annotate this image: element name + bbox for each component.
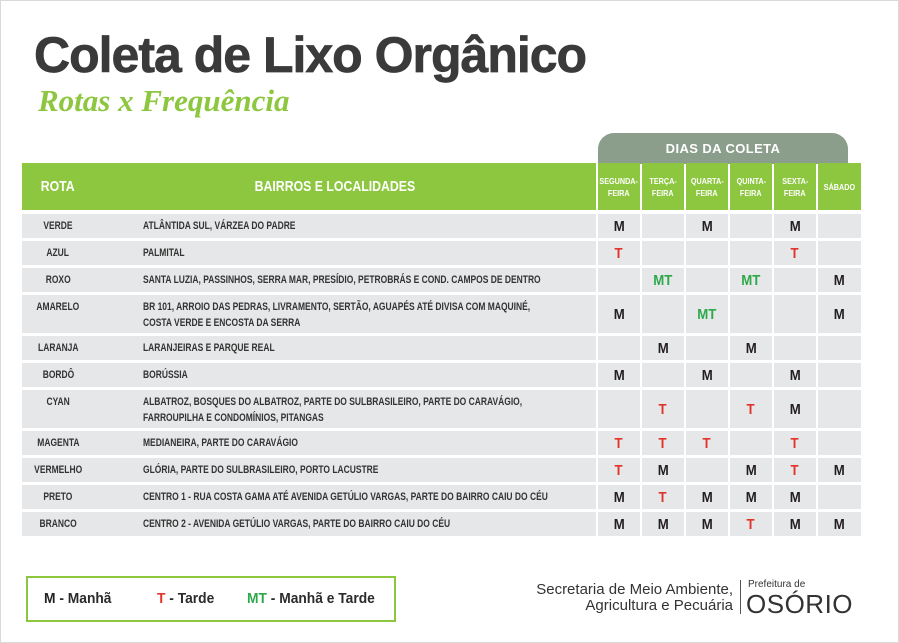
footer-divider (740, 580, 741, 614)
legend-label: - Tarde (169, 590, 215, 607)
route-localities (94, 489, 596, 505)
route-name-cell (22, 245, 94, 261)
collection-cell-sabado (818, 485, 861, 509)
collection-days-tab (598, 133, 848, 164)
collection-cell-terca (642, 268, 684, 292)
shift-code: M (613, 488, 625, 506)
collection-cell-segunda (598, 458, 640, 482)
localities-line: ALBATROZ, BOSQUES DO ALBATROZ, PARTE DO SULBRASILEIRO, PARTE DO CARAVÁGIO, (143, 396, 523, 408)
route-info (22, 363, 596, 387)
shift-code: M (701, 515, 713, 533)
collection-cell-sexta (774, 431, 816, 455)
route-localities (94, 462, 596, 478)
collection-cell-quinta (730, 458, 772, 482)
route-localities (94, 394, 596, 426)
header-info (22, 163, 596, 210)
day-header-line: TERÇA- (649, 175, 677, 186)
collection-cell-sexta (774, 458, 816, 482)
route-name: LARANJA (37, 342, 79, 354)
collection-cell-terca (642, 295, 684, 333)
shift-code: T (658, 488, 668, 506)
collection-cell-sabado (818, 431, 861, 455)
table-body (22, 214, 861, 536)
page-subtitle: Rotas x Frequência (38, 83, 290, 118)
route-name: MAGENTA (36, 437, 80, 449)
route-name: AZUL (46, 247, 70, 259)
collection-cell-sexta (774, 390, 816, 428)
route-localities (94, 340, 596, 356)
route-row-roxo (22, 268, 861, 292)
shift-code: M (789, 400, 801, 418)
legend-box (26, 576, 396, 622)
collection-cell-quinta (730, 485, 772, 509)
collection-cell-quarta (686, 363, 728, 387)
collection-cell-quinta (730, 390, 772, 428)
route-name-cell (22, 218, 94, 234)
route-name-cell (22, 462, 94, 478)
collection-cell-quarta (686, 458, 728, 482)
localities-line: SANTA LUZIA, PASSINHOS, SERRA MAR, PRESÍDIO, PETROBRÁS E COND. CAMPOS DE DENTRO (143, 274, 541, 286)
route-info (22, 390, 596, 428)
collection-cell-sabado (818, 336, 861, 360)
collection-cell-sabado (818, 268, 861, 292)
route-info (22, 241, 596, 265)
collection-cell-sexta (774, 214, 816, 238)
shift-code: T (746, 515, 756, 533)
prefeitura-label: Prefeitura de (748, 579, 806, 590)
route-row-amarelo (22, 295, 861, 333)
shift-code: T (614, 434, 624, 452)
collection-cell-terca (642, 336, 684, 360)
collection-cell-terca (642, 512, 684, 536)
day-header-line: SEXTA- (782, 175, 808, 186)
route-name-cell (22, 516, 94, 532)
collection-cell-quinta (730, 295, 772, 333)
localities-line: PALMITAL (143, 247, 185, 259)
route-row-verde (22, 214, 861, 238)
collection-cell-terca (642, 485, 684, 509)
collection-cell-sexta (774, 512, 816, 536)
route-info (22, 336, 596, 360)
localities-line: BR 101, ARROIO DAS PEDRAS, LIVRAMENTO, SERTÃO, AGUAPÉS ATÉ DIVISA COM MAQUINÉ, (143, 301, 531, 313)
route-info (22, 485, 596, 509)
shift-code: T (658, 434, 668, 452)
localities-line: GLÓRIA, PARTE DO SULBRASILEIRO, PORTO LACUSTRE (143, 464, 379, 476)
route-name: AMARELO (36, 301, 80, 313)
collection-cell-sabado (818, 241, 861, 265)
day-header-quinta (730, 163, 772, 210)
shift-code: M (745, 461, 757, 479)
route-info (22, 214, 596, 238)
collection-cell-segunda (598, 390, 640, 428)
day-header-line: FEIRA (652, 187, 674, 198)
route-name: BRANCO (39, 518, 77, 530)
collection-cell-sabado (818, 295, 861, 333)
header-route: ROTA (41, 178, 75, 195)
collection-days-caption: DIAS DA COLETA (665, 141, 781, 156)
route-name: BORDÔ (42, 369, 74, 381)
shift-code: T (702, 434, 712, 452)
shift-code: M (834, 461, 845, 479)
day-header-line: SÁBADO (823, 181, 856, 192)
collection-cell-quinta (730, 512, 772, 536)
collection-cell-quarta (686, 214, 728, 238)
route-name: VERDE (43, 220, 73, 232)
route-name-cell (22, 394, 94, 410)
legend-item-afternoon (157, 578, 214, 620)
legend-code: MT (247, 590, 267, 607)
shift-code: MT (741, 271, 761, 289)
route-name-cell (22, 272, 94, 288)
collection-cell-segunda (598, 336, 640, 360)
collection-cell-segunda (598, 268, 640, 292)
collection-cell-terca (642, 214, 684, 238)
shift-code: T (790, 244, 800, 262)
collection-cell-sexta (774, 241, 816, 265)
collection-cell-terca (642, 363, 684, 387)
collection-cell-quinta (730, 336, 772, 360)
day-header-quarta (686, 163, 728, 210)
day-header-terca (642, 163, 684, 210)
shift-code: M (657, 515, 669, 533)
route-info (22, 512, 596, 536)
day-header-line: FEIRA (696, 187, 718, 198)
shift-code: M (789, 366, 801, 384)
collection-cell-quinta (730, 214, 772, 238)
shift-code: M (834, 515, 845, 533)
day-header-line: FEIRA (784, 187, 806, 198)
shift-code: M (701, 217, 713, 235)
shift-code: M (613, 217, 625, 235)
localities-line: FARROUPILHA E CONDOMÍNIOS, PITANGAS (143, 412, 324, 424)
route-name: CYAN (46, 396, 70, 408)
legend-label: - Manhã (59, 590, 112, 607)
collection-cell-quinta (730, 268, 772, 292)
collection-cell-segunda (598, 241, 640, 265)
route-info (22, 295, 596, 333)
shift-code: M (745, 488, 757, 506)
collection-cell-segunda (598, 295, 640, 333)
shift-code: M (745, 339, 757, 357)
shift-code: M (657, 461, 669, 479)
route-row-bordo (22, 363, 861, 387)
route-row-azul (22, 241, 861, 265)
collection-cell-segunda (598, 363, 640, 387)
page-title: Coleta de Lixo Orgânico (34, 27, 587, 83)
collection-cell-terca (642, 390, 684, 428)
shift-code: T (790, 434, 800, 452)
legend-code: M (44, 590, 56, 607)
shift-code: M (701, 488, 713, 506)
shift-code: T (790, 461, 800, 479)
route-name-cell (22, 340, 94, 356)
shift-code: M (613, 366, 625, 384)
collection-cell-sexta (774, 295, 816, 333)
route-name-cell (22, 489, 94, 505)
localities-line: COSTA VERDE E ENCOSTA DA SERRA (143, 317, 301, 329)
header-localities: BAIRROS E LOCALIDADES (254, 178, 416, 195)
route-row-magenta (22, 431, 861, 455)
shift-code: MT (697, 305, 717, 323)
route-row-branco (22, 512, 861, 536)
route-localities (94, 299, 596, 331)
header-localities-cell (94, 178, 596, 195)
collection-cell-sabado (818, 458, 861, 482)
collection-cell-quarta (686, 241, 728, 265)
route-localities (94, 272, 596, 288)
city-logo-text: OSÓRIO (746, 589, 854, 619)
route-info (22, 458, 596, 482)
shift-code: M (789, 488, 801, 506)
legend-label: - Manhã e Tarde (270, 590, 375, 607)
route-row-preto (22, 485, 861, 509)
collection-cell-quinta (730, 241, 772, 265)
department-line: Agricultura e Pecuária (585, 597, 733, 614)
localities-line: MEDIANEIRA, PARTE DO CARAVÁGIO (143, 437, 298, 449)
route-localities (94, 245, 596, 261)
shift-code: M (834, 305, 845, 323)
route-localities (94, 516, 596, 532)
collection-cell-sabado (818, 363, 861, 387)
day-header-line: QUINTA- (736, 175, 766, 186)
route-row-laranja (22, 336, 861, 360)
collection-cell-sabado (818, 214, 861, 238)
shift-code: M (834, 271, 845, 289)
collection-cell-quinta (730, 431, 772, 455)
collection-cell-terca (642, 241, 684, 265)
legend-item-morning-afternoon (247, 578, 375, 620)
day-header-sexta (774, 163, 816, 210)
route-localities (94, 367, 596, 383)
route-localities (94, 435, 596, 451)
route-name-cell (22, 367, 94, 383)
collection-cell-terca (642, 431, 684, 455)
day-header-line: FEIRA (740, 187, 762, 198)
collection-cell-segunda (598, 512, 640, 536)
day-header-sabado (818, 163, 861, 210)
day-header-segunda (598, 163, 640, 210)
header-row (22, 163, 861, 210)
collection-cell-segunda (598, 431, 640, 455)
shift-code: M (613, 515, 625, 533)
shift-code: T (658, 400, 668, 418)
shift-code: M (789, 515, 801, 533)
collection-cell-quinta (730, 363, 772, 387)
collection-cell-quarta (686, 431, 728, 455)
route-row-cyan (22, 390, 861, 428)
collection-cell-sexta (774, 485, 816, 509)
shift-code: T (746, 400, 756, 418)
route-name-cell (22, 435, 94, 451)
collection-cell-quarta (686, 268, 728, 292)
legend-item-morning (44, 578, 111, 620)
day-header-line: FEIRA (608, 187, 630, 198)
localities-line: CENTRO 2 - AVENIDA GETÚLIO VARGAS, PARTE DO BAIRRO CAIU DO CÉU (143, 518, 451, 530)
department-name (536, 582, 733, 614)
collection-cell-sabado (818, 512, 861, 536)
shift-code: T (614, 244, 624, 262)
localities-line: BORÚSSIA (143, 369, 188, 381)
collection-cell-sexta (774, 268, 816, 292)
route-info (22, 268, 596, 292)
collection-cell-quarta (686, 485, 728, 509)
collection-cell-sexta (774, 336, 816, 360)
collection-cell-sabado (818, 390, 861, 428)
shift-code: T (614, 461, 624, 479)
route-name-cell (22, 299, 94, 315)
header-route-cell (22, 178, 94, 195)
shift-code: M (657, 339, 669, 357)
route-row-vermelho (22, 458, 861, 482)
schedule-table (22, 163, 861, 536)
collection-cell-sexta (774, 363, 816, 387)
collection-cell-terca (642, 458, 684, 482)
localities-line: CENTRO 1 - RUA COSTA GAMA ATÉ AVENIDA GETÚLIO VARGAS, PARTE DO BAIRRO CAIU DO CÉU (143, 491, 548, 503)
legend-code: T (157, 590, 166, 607)
localities-line: LARANJEIRAS E PARQUE REAL (143, 342, 275, 354)
route-name: PRETO (43, 491, 73, 503)
department-line: Secretaria de Meio Ambiente, (536, 581, 733, 598)
collection-cell-segunda (598, 485, 640, 509)
shift-code: M (789, 217, 801, 235)
localities-line: ATLÂNTIDA SUL, VÁRZEA DO PADRE (143, 220, 296, 232)
route-name: VERMELHO (33, 464, 83, 476)
route-name: ROXO (45, 274, 71, 286)
collection-cell-quarta (686, 390, 728, 428)
collection-cell-quarta (686, 336, 728, 360)
collection-cell-quarta (686, 512, 728, 536)
shift-code: M (701, 366, 713, 384)
route-localities (94, 218, 596, 234)
shift-code: MT (653, 271, 673, 289)
day-header-line: SEGUNDA- (599, 175, 639, 186)
shift-code: M (613, 305, 625, 323)
collection-cell-quarta (686, 295, 728, 333)
route-info (22, 431, 596, 455)
day-header-line: QUARTA- (690, 175, 724, 186)
collection-cell-segunda (598, 214, 640, 238)
